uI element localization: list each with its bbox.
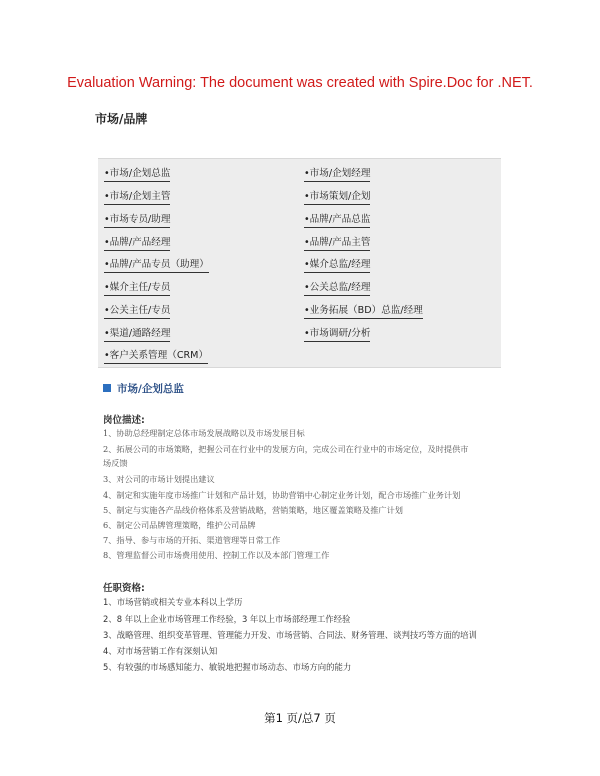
- duty-line: 8、管理监督公司市场费用使用、控制工作以及本部门管理工作: [103, 550, 330, 560]
- category-link[interactable]: •媒介总监/经理: [304, 259, 370, 273]
- requirement-line: 2、8 年以上企业市场管理工作经验，3 年以上市场部经理工作经验: [103, 614, 351, 624]
- requirement-line: 3、战略管理、组织变革管理、管理能力开发、市场营销、合同法、财务管理、谈判技巧等方面的培训: [103, 630, 477, 640]
- category-link[interactable]: •媒介主任/专员: [104, 282, 170, 296]
- duty-line: 3、对公司的市场计划提出建议: [103, 474, 215, 484]
- requirements-label: 任职资格:: [103, 583, 145, 594]
- category-link[interactable]: •公关总监/经理: [304, 282, 370, 296]
- category-link[interactable]: •品牌/产品主管: [304, 237, 370, 251]
- job-heading: [103, 381, 184, 396]
- section-title: 市场/品牌: [95, 112, 148, 126]
- evaluation-warning: Evaluation Warning: The document was created with Spire.Doc for .NET.: [67, 75, 533, 91]
- category-link[interactable]: •市场策划/企划: [304, 191, 370, 205]
- category-link[interactable]: •业务拓展（BD）总监/经理: [304, 305, 423, 319]
- category-link[interactable]: •品牌/产品总监: [304, 214, 370, 228]
- duty-line: 5、制定与实施各产品线价格体系及营销战略，营销策略，地区覆盖策略及推广计划: [103, 505, 403, 515]
- category-link[interactable]: •市场/企划主管: [104, 191, 170, 205]
- category-link[interactable]: •客户关系管理（CRM）: [104, 350, 208, 364]
- page-footer: 第1 页/总7 页: [264, 711, 336, 725]
- category-link[interactable]: •市场/企划总监: [104, 168, 170, 182]
- category-link[interactable]: •品牌/产品经理: [104, 237, 170, 251]
- duty-line: 4、制定和实施年度市场推广计划和产品计划，协助营销中心制定业务计划，配合市场推广业务计划: [103, 490, 461, 500]
- job-title: 市场/企划总监: [117, 383, 184, 395]
- category-link[interactable]: •市场专员/助理: [104, 214, 170, 228]
- square-bullet-icon: [103, 384, 111, 392]
- duties-label: 岗位描述:: [103, 415, 145, 426]
- requirement-line: 4、对市场营销工作有深刻认知: [103, 646, 218, 656]
- category-link[interactable]: •公关主任/专员: [104, 305, 170, 319]
- duty-line: 2、拓展公司的市场策略，把握公司在行业中的发展方向，完成公司在行业中的市场定位，及时提供市: [103, 444, 469, 454]
- duty-line: 场反馈: [103, 458, 128, 468]
- duty-line: 7、指导、参与市场的开拓、渠道管理等日常工作: [103, 535, 281, 545]
- category-box: [98, 158, 501, 368]
- category-link[interactable]: •市场调研/分析: [304, 328, 370, 342]
- category-link[interactable]: •品牌/产品专员（助理）: [104, 259, 209, 273]
- requirement-line: 1、市场营销或相关专业本科以上学历: [103, 597, 243, 607]
- duty-line: 6、制定公司品牌管理策略，维护公司品牌: [103, 520, 256, 530]
- category-link[interactable]: •渠道/通路经理: [104, 328, 170, 342]
- duty-line: 1、协助总经理制定总体市场发展战略以及市场发展目标: [103, 428, 305, 438]
- category-link[interactable]: •市场/企划经理: [304, 168, 370, 182]
- requirement-line: 5、有较强的市场感知能力、敏锐地把握市场动态、市场方向的能力: [103, 662, 352, 672]
